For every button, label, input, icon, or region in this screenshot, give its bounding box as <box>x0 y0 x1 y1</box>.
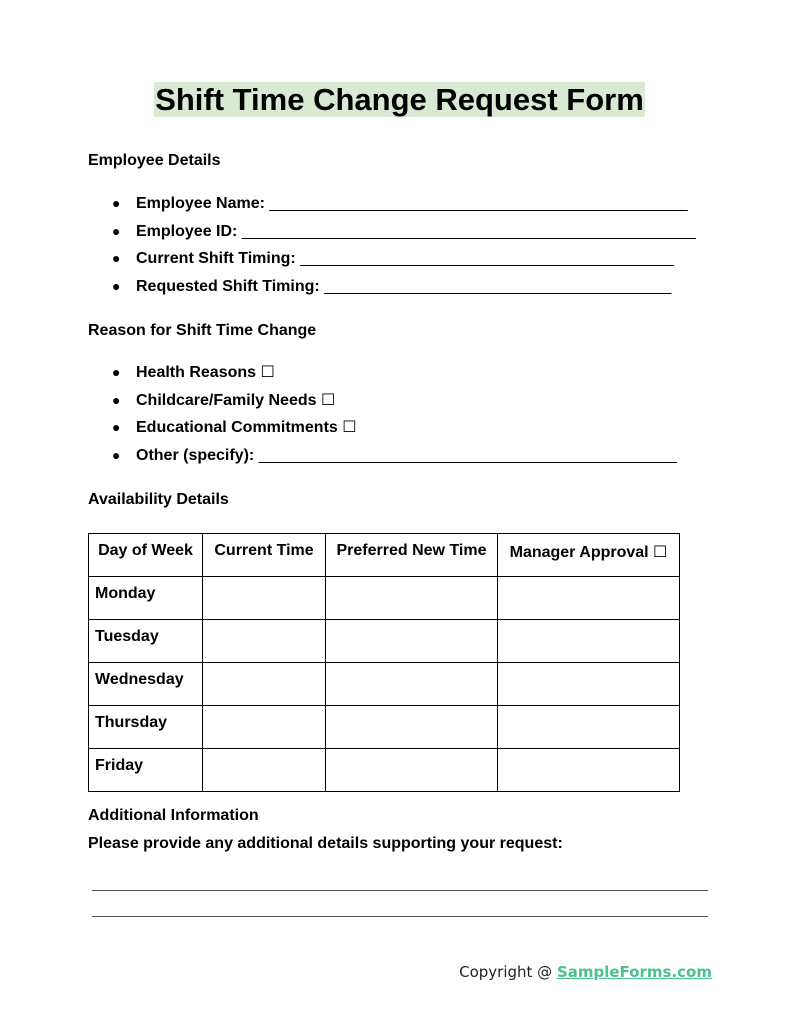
day-cell: Tuesday <box>89 620 203 663</box>
table-header-row <box>89 534 680 577</box>
bullet-icon: ● <box>112 277 121 294</box>
page-title: Shift Time Change Request Form <box>155 82 644 117</box>
column-header: Current Time <box>203 534 326 577</box>
field-label: Employee ID: <box>136 222 238 240</box>
field-label: Requested Shift Timing: <box>136 277 320 295</box>
approval-cell[interactable] <box>498 706 680 749</box>
educational-checkbox[interactable]: ☐ <box>342 419 357 437</box>
approval-cell[interactable] <box>498 577 680 620</box>
preferred-time-cell[interactable] <box>326 749 498 792</box>
day-cell: Monday <box>89 577 203 620</box>
preferred-time-cell[interactable] <box>326 620 498 663</box>
requested-shift-field[interactable]: _______________________________________ <box>324 277 672 295</box>
column-header: Day of Week <box>89 534 203 577</box>
table-row <box>89 706 680 749</box>
day-cell: Wednesday <box>89 663 203 706</box>
field-label: Current Shift Timing: <box>136 250 296 268</box>
reason-list <box>112 359 677 469</box>
preferred-time-cell[interactable] <box>326 663 498 706</box>
list-item-health <box>112 359 677 387</box>
list-item-requested-shift <box>112 273 696 301</box>
additional-info-heading: Additional Information <box>88 807 259 824</box>
bullet-icon: ● <box>112 195 121 211</box>
title-wrap <box>0 82 799 117</box>
approval-cell[interactable] <box>498 749 680 792</box>
current-time-cell[interactable] <box>203 749 326 792</box>
list-item-employee-id <box>112 218 696 246</box>
other-label: Other (specify): <box>136 446 255 464</box>
table-row <box>89 577 680 620</box>
copyright-text: Copyright @ <box>459 963 557 981</box>
bullet-icon: ● <box>112 364 121 380</box>
preferred-time-cell[interactable] <box>326 706 498 749</box>
table-row <box>89 663 680 706</box>
health-reasons-checkbox[interactable]: ☐ <box>260 364 275 381</box>
footer <box>459 963 712 981</box>
availability-heading: Availability Details <box>88 491 229 508</box>
bullet-icon: ● <box>112 222 121 239</box>
list-item-employee-name <box>112 190 696 218</box>
option-label: Educational Commitments <box>136 419 338 437</box>
other-specify-field[interactable]: _______________________________________________ <box>258 446 677 464</box>
current-time-cell[interactable] <box>203 663 326 706</box>
employee-details-heading: Employee Details <box>88 152 221 169</box>
availability-table <box>88 533 680 792</box>
option-label: Health Reasons <box>136 364 257 381</box>
bullet-icon: ● <box>112 419 121 436</box>
employee-id-field[interactable]: ___________________________________________________ <box>241 222 696 240</box>
bullet-icon: ● <box>112 250 121 267</box>
approval-cell[interactable] <box>498 663 680 706</box>
reason-heading: Reason for Shift Time Change <box>88 322 317 339</box>
table-row <box>89 749 680 792</box>
preferred-time-cell[interactable] <box>326 577 498 620</box>
additional-info-prompt: Please provide any additional details supporting your request: <box>88 835 563 852</box>
list-item-other <box>112 442 677 470</box>
field-label: Employee Name: <box>136 195 265 212</box>
current-time-cell[interactable] <box>203 706 326 749</box>
brand-link[interactable]: SampleForms.com <box>556 963 712 981</box>
bullet-icon: ● <box>112 391 121 408</box>
current-time-cell[interactable] <box>203 577 326 620</box>
current-shift-field[interactable]: __________________________________________ <box>300 250 674 268</box>
day-cell: Thursday <box>89 706 203 749</box>
column-header: Preferred New Time <box>326 534 498 577</box>
childcare-checkbox[interactable]: ☐ <box>320 391 336 409</box>
day-cell: Friday <box>89 749 203 792</box>
table-row <box>89 620 680 663</box>
employee-details-list <box>112 190 696 300</box>
list-item-current-shift <box>112 245 696 273</box>
additional-info-line-1[interactable] <box>92 890 708 891</box>
approval-cell[interactable] <box>498 620 680 663</box>
manager-approval-header[interactable]: Manager Approval ☐ <box>498 534 680 577</box>
option-label: Childcare/Family Needs <box>136 391 317 409</box>
list-item-childcare <box>112 387 677 415</box>
bullet-icon: ● <box>112 446 121 463</box>
employee-name-field[interactable]: _______________________________________________ <box>269 195 688 212</box>
additional-info-line-2[interactable] <box>92 916 708 917</box>
current-time-cell[interactable] <box>203 620 326 663</box>
list-item-educational <box>112 414 677 442</box>
